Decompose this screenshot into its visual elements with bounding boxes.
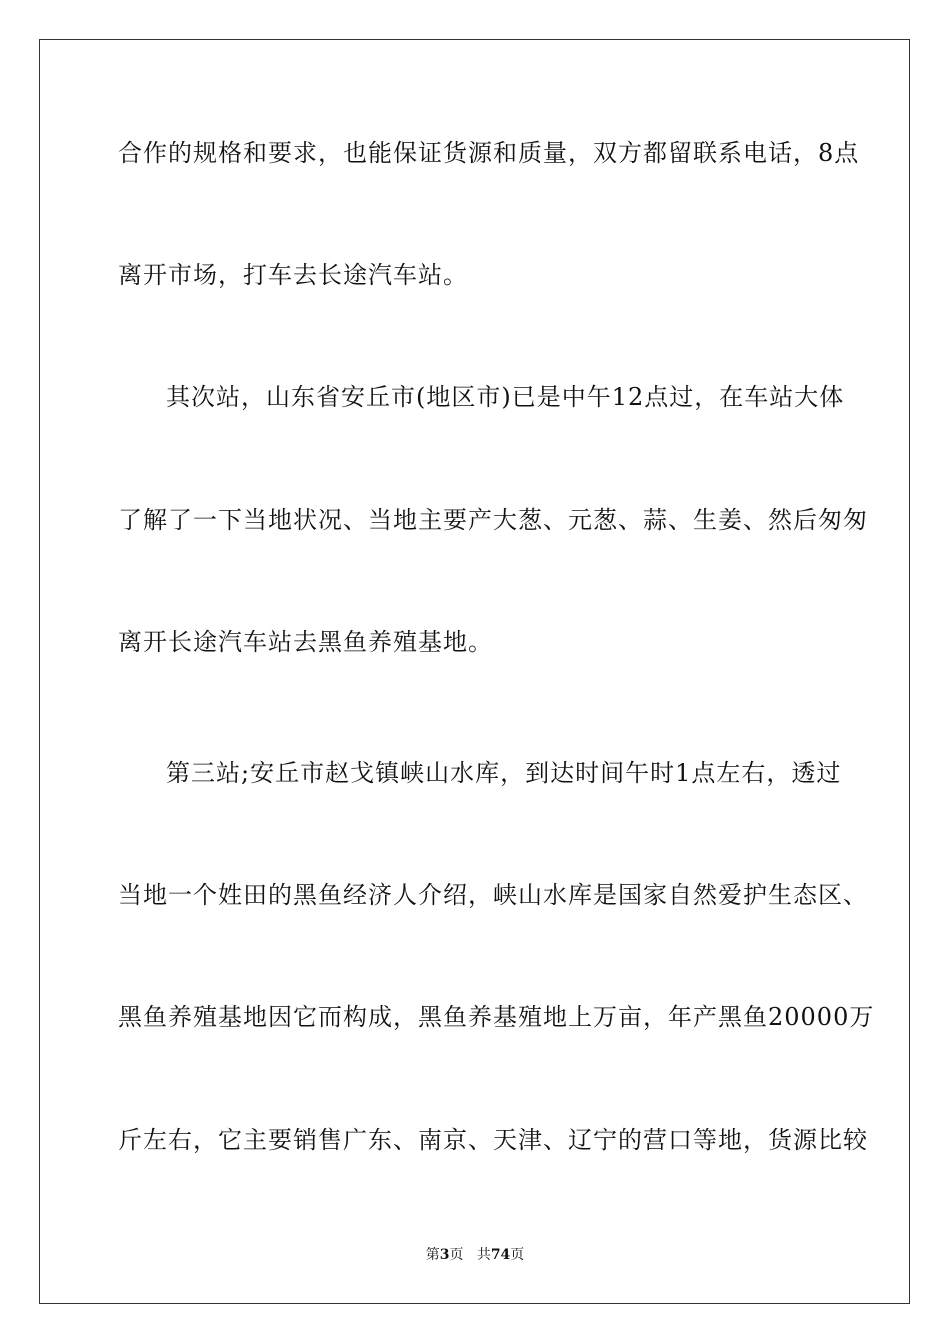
body-text-line-8: 黑鱼养殖基地因它而构成，黑鱼养基殖地上万亩，年产黑鱼20000万 (118, 1003, 875, 1031)
total-prefix: 共 (476, 1247, 491, 1263)
page-suffix: 页 (449, 1247, 464, 1263)
total-suffix: 页 (510, 1247, 525, 1263)
body-text-line-9: 斤左右，它主要销售广东、南京、天津、辽宁的营口等地，货源比较 (118, 1126, 868, 1154)
body-text-line-1: 合作的规格和要求，也能保证货源和质量，双方都留联系电话，8点 (118, 139, 860, 167)
page-border (39, 39, 910, 1304)
body-text-line-5: 离开长途汽车站去黑鱼养殖基地。 (118, 628, 493, 656)
page-prefix: 第 (425, 1247, 440, 1263)
total-pages: 74 (490, 1247, 511, 1263)
body-text-line-3: 其次站，山东省安丘市(地区市)已是中午12点过，在车站大体 (166, 383, 845, 411)
body-text-line-2: 离开市场，打车去长途汽车站。 (118, 261, 468, 289)
page-number: 3 (439, 1247, 450, 1263)
body-text-line-6: 第三站;安丘市赵戈镇峡山水库，到达时间午时1点左右，透过 (166, 759, 842, 787)
body-text-line-4: 了解了一下当地状况、当地主要产大葱、元葱、蒜、生姜、然后匆匆 (118, 506, 868, 534)
body-text-line-7: 当地一个姓田的黑鱼经济人介绍，峡山水库是国家自然爱护生态区、 (118, 881, 868, 909)
page-footer (0, 1246, 950, 1264)
